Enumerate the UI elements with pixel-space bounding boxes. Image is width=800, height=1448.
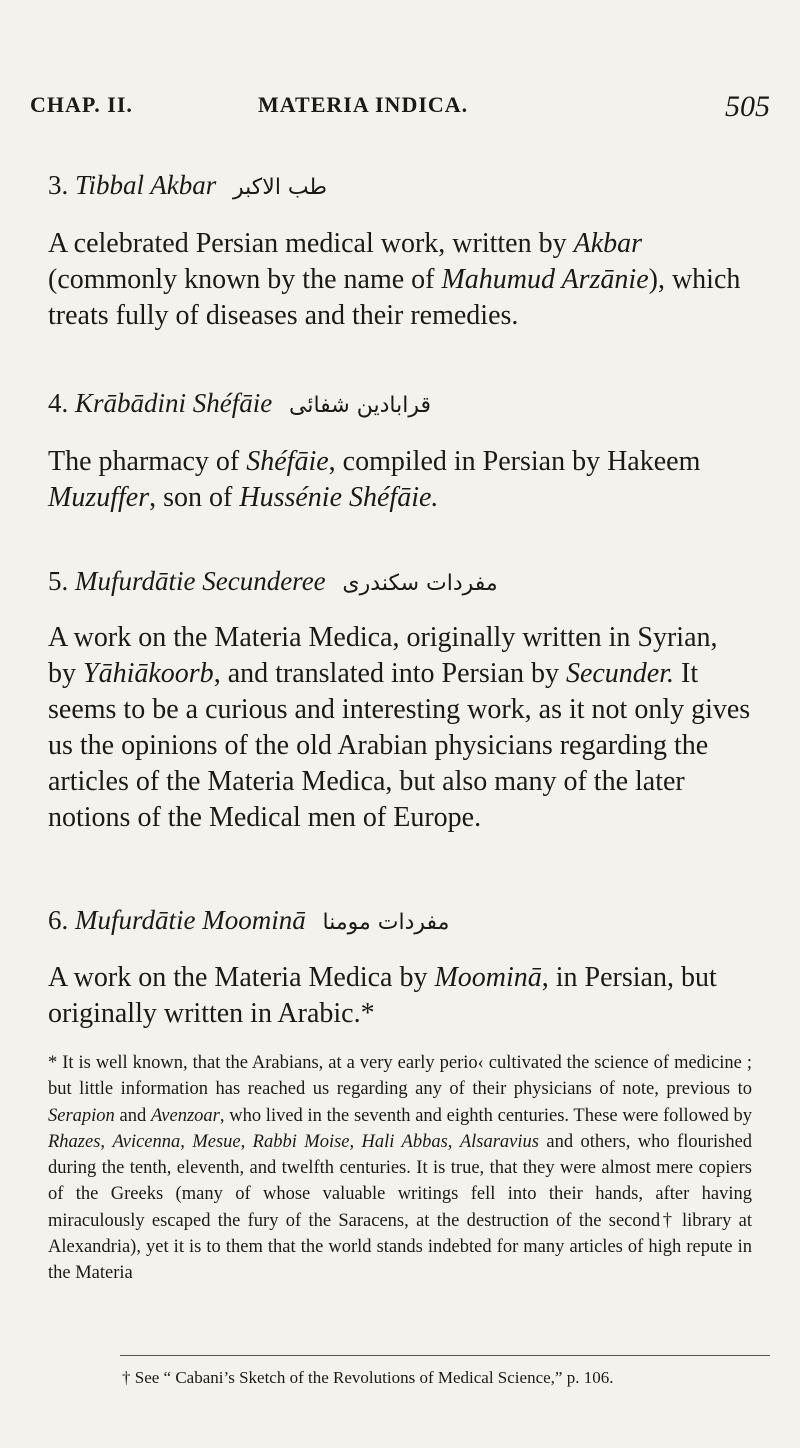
- text-run: , and translated into Persian by: [213, 658, 566, 689]
- italic-text-run: Muzuffer: [48, 482, 150, 513]
- text-run: , son of: [149, 482, 240, 513]
- italic-text-run: Avenzoar: [151, 1105, 220, 1126]
- italic-text-run: Hussénie Shéfāie.: [239, 482, 439, 513]
- italic-text-run: Avicenna: [112, 1131, 181, 1152]
- text-run: ,: [447, 1131, 460, 1152]
- text-run: ,: [180, 1131, 193, 1152]
- text-run: ,: [349, 1131, 362, 1152]
- entry-title-text: Tibbal Akbar: [75, 170, 217, 200]
- text-run: , compiled in Persian by Hakeem: [328, 446, 701, 477]
- italic-text-run: Mesue: [192, 1131, 241, 1152]
- italic-text-run: Serapion: [48, 1105, 115, 1126]
- footnote-rule: [120, 1355, 770, 1356]
- italic-text-run: Mahumud Arzānie: [441, 264, 649, 295]
- text-run: It seems to be a curious and interesting work, as it not only gives us the opinions of the old Arabian physicians regarding the articles of the Materia Medica, but also many of the later notions of the Medical men of Europe.: [48, 658, 751, 833]
- entry-6-title: [48, 905, 449, 936]
- italic-text-run: Yāhiākoorb: [83, 658, 214, 689]
- text-run: , who lived in the seventh and eighth centuries. These were followed by: [219, 1105, 753, 1126]
- text-run: A work on the Materia Medica, originally written in Syrian, by: [48, 622, 718, 689]
- entry-4-body: [48, 444, 752, 516]
- entry-arabic-title: طب الاکبر: [233, 175, 328, 200]
- entry-number: 4.: [48, 388, 69, 418]
- text-run: and others, who flourished during the tenth, eleventh, and twelfth centuries. It is true, that they were almost mere copiers of the Greeks (many of whose valuable writings fell into their hands, after having miraculously escaped the fury of the Saracens, at the destruction of the second† library at Alexandria), yet it is to them that the world stands indebted for many articles of high repute in the Materia: [48, 1131, 753, 1284]
- entry-arabic-title: مفردات سکندری: [342, 571, 498, 596]
- text-run: A work on the Materia Medica by: [48, 962, 435, 993]
- text-run: The pharmacy of: [48, 446, 247, 477]
- running-header: [30, 92, 770, 132]
- entry-arabic-title: مفردات مومنا: [322, 910, 450, 935]
- footnote: [48, 1050, 752, 1287]
- text-run: * It is well known, that the Arabians, at a very early perio‹ cultivated the science of medicine ; but little information has reached us regarding any of their physicians of note, previous to: [48, 1053, 752, 1100]
- text-run: (commonly known by the name of: [48, 264, 442, 295]
- italic-text-run: Shéfāie: [246, 446, 329, 477]
- italic-text-run: Alsaravius: [459, 1131, 539, 1152]
- entry-arabic-title: قرابادین شفائی: [289, 393, 431, 418]
- italic-text-run: Rabbi Moise: [252, 1131, 350, 1152]
- text-run: , in Persian, but originally written in Arabic.*: [48, 962, 717, 1029]
- entry-6-body: [48, 960, 752, 1032]
- entry-5-title: [48, 566, 498, 597]
- italic-text-run: Hali Abbas: [361, 1131, 448, 1152]
- entry-title-text: Mufurdātie Moominā: [75, 905, 306, 935]
- page-number: 505: [725, 90, 770, 123]
- entry-title-text: Mufurdātie Secunderee: [75, 566, 326, 596]
- text-run: ), which treats fully of diseases and their remedies.: [48, 264, 741, 331]
- entry-3-title: [48, 170, 327, 201]
- entry-4-title: [48, 388, 431, 419]
- entry-number: 5.: [48, 566, 69, 596]
- italic-text-run: Moominā: [434, 962, 542, 993]
- italic-text-run: Rhazes: [48, 1131, 101, 1152]
- entry-title-text: Krābādini Shéfāie: [75, 388, 273, 418]
- entry-5-body: [48, 620, 752, 836]
- text-run: ,: [100, 1131, 113, 1152]
- text-run: and: [114, 1105, 151, 1126]
- chapter-label: CHAP. II.: [30, 92, 133, 117]
- text-run: ,: [240, 1131, 253, 1152]
- italic-text-run: Akbar: [573, 228, 643, 259]
- italic-text-run: Secunder.: [565, 658, 675, 689]
- text-run: A celebrated Persian medical work, written by: [48, 228, 574, 259]
- entry-number: 6.: [48, 905, 69, 935]
- running-title: MATERIA INDICA.: [258, 92, 469, 117]
- entry-number: 3.: [48, 170, 69, 200]
- entry-3-body: [48, 226, 752, 334]
- secondary-footnote: † See “ Cabani’s Sketch of the Revolutions of Medical Science,” p. 106.: [122, 1368, 614, 1387]
